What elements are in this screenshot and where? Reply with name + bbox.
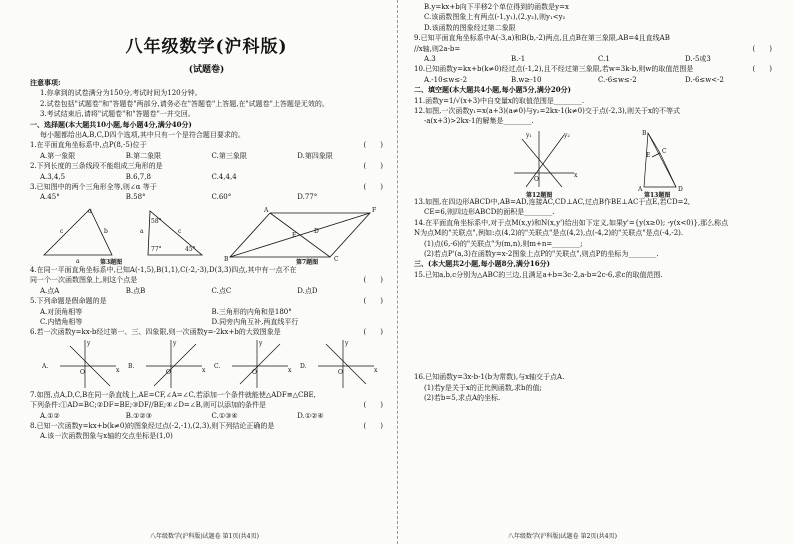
q7-option-b: B.①②③ xyxy=(125,411,152,420)
svg-text:y: y xyxy=(259,339,263,347)
q14-part-1: (1)点(6,-6)的"关联点"为(m,n),则m+n=________; xyxy=(424,239,583,248)
q9-option-a: A.3 xyxy=(424,55,436,64)
fig12-label-y1: y₁ xyxy=(526,131,532,139)
q9-option-d: D.-5或3 xyxy=(685,55,711,64)
q10-stem: 10.已知函数y=kx+b(k≠0)经过点(-1,2),且不经过第三象限,若w=3k-b,则w的取值范围是 ( ) xyxy=(414,65,772,74)
q13-stem-2: CE=6,则四边形ABCD的面积是________. xyxy=(424,208,555,217)
q1-option-a: A.第一象限 xyxy=(40,151,76,160)
right-footer: 八年级数学(沪科版)试题卷 第2页(共4页) xyxy=(508,533,617,540)
q7-options xyxy=(30,411,383,421)
left-footer: 八年级数学(沪科版)试题卷 第1页(共4页) xyxy=(150,533,259,540)
fig13-label-e: E xyxy=(646,151,651,159)
q11-stem: 11.函数y=1/√(x+3)中自变量x的取值范围是________. xyxy=(414,96,585,105)
notice-1: 1.你拿到的试卷满分为150分,考试时间为120分钟。 xyxy=(40,89,202,98)
q3-option-a: A.45° xyxy=(40,193,60,202)
q4-stem-2: 同一个一次函数图象上,则这个点是 ( ) xyxy=(30,276,383,285)
q2-option-c: C.4,4,4 xyxy=(211,172,237,181)
q9-stem-2: //x轴,则2a-b= ( ) xyxy=(414,44,772,53)
q3-stem: 3.已知图中的两个三角形全等,则∠α 等于 ( ) xyxy=(30,183,383,192)
q16-part-2: (2)若b=5,求点A的坐标. xyxy=(424,393,501,402)
q14-stem-2: N为点M的"关联点",例如:点(4,2)的"关联点"是点(4,2),点(-4,2)的"关联点"是点(-4,-2). xyxy=(414,229,684,238)
q6-graphs xyxy=(30,338,383,390)
svg-text:O: O xyxy=(166,368,171,376)
fig13-caption: 第13题图 xyxy=(644,191,671,199)
q13-stem: 13.如图,在四边形ABCD中,AB=AD,连接AC,CD⊥AC,过点B作BE⊥AC于点E,若CD=2, xyxy=(414,197,691,206)
q9-options xyxy=(414,54,772,64)
section-3-heading: 三、(本大题共2小题,每小题8分,满分16分) xyxy=(414,259,550,269)
section-2-heading: 二、填空题(本大题共4小题,每小题5分,满分20分) xyxy=(414,85,571,95)
q4-options xyxy=(30,286,383,296)
q16-stem: 16.已知函数y=3x-b-1(b为常数),与x轴交于点A. xyxy=(414,373,565,382)
q2-options xyxy=(30,172,383,182)
fig3-label-58: 58° xyxy=(151,217,162,225)
q5-options-row1 xyxy=(30,307,383,317)
q10-option-b: B.w≥-10 xyxy=(511,75,542,84)
q5-option-a: A.对顶角相等 xyxy=(40,307,83,316)
q1-option-d: D.第四象限 xyxy=(297,151,333,160)
fig3-label-77: 77° xyxy=(151,245,162,253)
q1-option-b: B.第二象限 xyxy=(125,151,162,160)
fig12-label-y2: y₂ xyxy=(564,131,570,139)
fig3-label-c2: c xyxy=(178,227,182,235)
section-1-heading: 一、选择题(本大题共10小题,每小题4分,满分40分) xyxy=(30,119,192,129)
right-page xyxy=(397,0,794,544)
q4-option-b: B.点B xyxy=(125,286,146,295)
q8-option-b: B.y=kx+b向下平移2个单位得到的函数是y=x xyxy=(424,3,569,11)
fig7-caption: 第7题图 xyxy=(296,258,319,266)
fig7-line-bd xyxy=(230,213,370,257)
q6-option-c: C. xyxy=(214,362,221,370)
svg-text:y: y xyxy=(345,339,349,347)
q1-stem: 1.在平面直角坐标系中,点P(8,-5)位于 ( ) xyxy=(30,141,383,150)
q4-stem: 4.在同一平面直角坐标系中,已知A(-1,5),B(1,1),C(-2,-3),D(3,3)四点,其中有一点不在 xyxy=(30,265,297,274)
q4-option-c: C.点C xyxy=(211,286,232,295)
fig3-label-b: b xyxy=(104,227,108,235)
q15-answer-space xyxy=(414,280,772,372)
figure-row-q3-q7 xyxy=(30,203,383,265)
exam-title: 八年级数学(沪科版) xyxy=(125,37,288,57)
svg-text:y: y xyxy=(173,339,177,347)
q7-stem-2: 下列条件:①AD=BC;②DF=BE;③DF//BE;④∠D=∠B,则可以添加的条件是 ( ) xyxy=(30,401,383,410)
fig3-caption: 第3题图 xyxy=(100,258,123,266)
svg-text:O: O xyxy=(338,368,343,376)
q15-stem: 15.已知a,b,c分别为△ABC的三边,且满足a+b=3c-2,a-b=2c-6,求c的取值范围. xyxy=(414,270,663,279)
fig13-label-d: D xyxy=(678,185,683,193)
q8-option-d: D.该函数的图象经过第二象限 xyxy=(424,23,516,32)
q8-option-a: A.该一次函数图象与x轴的交点坐标是(1,0) xyxy=(40,432,173,441)
q8-stem: 8.已知一次函数y=kx+b(k≠0)的图象经过点(-2,-1),(2,3),则下列结论正确的是 ( ) xyxy=(30,421,383,430)
q14-stem: 14.在平面直角坐标系中,对于点M(x,y)和N(x,y')给出如下定义,如果y'={y(x≥0); -y(x<0)},那么称点 xyxy=(414,218,729,227)
q9-option-c: C.1 xyxy=(598,55,610,64)
q2-option-b: B.6,7,8 xyxy=(125,172,151,181)
exam-subtitle: (试题卷) xyxy=(188,65,225,75)
q2-stem: 2.下列长度的三条线段不能组成三角形的是 ( ) xyxy=(30,162,383,171)
fig7-label-f: F xyxy=(372,206,377,214)
q2-option-a: A.3,4,5 xyxy=(40,172,66,181)
notice-3: 3.考试结束后,请将"试题卷"和"答题卷"一并交回。 xyxy=(40,110,195,119)
fig13-label-b: B xyxy=(642,129,647,137)
q6-option-b: B. xyxy=(128,362,135,370)
q9-stem: 9.已知平面直角坐标系中A(-3,a)和B(b,-2)两点,且点B在第三象限,AB=4且直线AB xyxy=(414,34,670,43)
q5-option-d: D.同旁内角互补,两直线平行 xyxy=(211,317,299,326)
q5-option-c: C.内错角相等 xyxy=(40,317,83,326)
q12-stem-2: -a(x+3)>2kx-1的解集是________. xyxy=(424,117,534,126)
q10-option-a: A.-10≤w≤-2 xyxy=(424,75,468,84)
q10-options xyxy=(414,75,772,85)
q1-options xyxy=(30,151,383,161)
fig12-label-x: x xyxy=(574,171,578,179)
notice-2: 2.试卷包括"试题卷"和"答题卷"两部分,请务必在"答题卷"上答题,在"试题卷"上答题是无效的。 xyxy=(40,99,329,108)
fig3-label-45: 45° xyxy=(185,245,196,253)
svg-text:O: O xyxy=(80,368,85,376)
q8-option-c: C.该函数图象上有两点(-1,y₁),(2,y₂),则y₁<y₂ xyxy=(424,13,566,22)
fig3-triangle-left xyxy=(44,209,112,255)
svg-text:y: y xyxy=(87,339,91,347)
q3-option-d: D.77° xyxy=(297,193,318,202)
svg-text:x: x xyxy=(374,366,378,374)
q3-option-b: B.58° xyxy=(125,193,146,202)
svg-text:x: x xyxy=(202,366,206,374)
q4-option-a: A.点A xyxy=(40,286,60,295)
svg-text:O: O xyxy=(252,368,257,376)
figures-svg xyxy=(30,203,383,265)
q5-options-row2 xyxy=(30,317,383,327)
fig7-label-e: E xyxy=(292,231,297,239)
q6-stem: 6.若一次函数y=kx-b经过第一、三、四象限,则一次函数y=-2kx+b的大致图象是 ( ) xyxy=(30,328,383,337)
q7-option-c: C.①③④ xyxy=(211,411,238,420)
q4-option-d: D.点D xyxy=(297,286,318,295)
q6-option-a: A. xyxy=(42,362,49,370)
fig7-label-b: B xyxy=(224,255,229,263)
q7-option-d: D.①②④ xyxy=(297,411,324,420)
q6-graphs-svg xyxy=(30,338,383,390)
q5-option-b: B.三角形的内角和是180° xyxy=(211,307,292,316)
fig7-label-d: D xyxy=(314,227,319,235)
fig3-label-a: a xyxy=(76,257,80,265)
q10-option-c: C.-6≤w≤-2 xyxy=(598,75,637,84)
fig12-caption: 第12题图 xyxy=(526,191,553,199)
q6-option-d: D. xyxy=(300,362,307,370)
q5-stem: 5.下列命题是假命题的是 ( ) xyxy=(30,297,383,306)
fig13-label-c: C xyxy=(662,147,667,155)
q12-stem: 12.如图,一次函数y₁=x(a+3)(a≠0)与y₂=2kx-1(k≠0)交于点(-2,3),则关于x的不等式 xyxy=(414,107,680,116)
fig12-label-o: O xyxy=(534,175,539,183)
figure-row-q12-q13 xyxy=(414,127,772,197)
fig3-label-a2: a xyxy=(140,227,144,235)
q16-part-1: (1)若y是关于x的正比例函数,求b的值; xyxy=(424,383,542,392)
q14-part-2: (2)若点P'(a,3)在函数y=x-2图象上点P的"关联点",则点P的坐标为________. xyxy=(424,249,659,258)
figures-right-svg xyxy=(414,127,773,197)
fig3-label-c: c xyxy=(60,227,64,235)
q3-option-c: C.60° xyxy=(211,193,232,202)
fig7-label-c: C xyxy=(334,255,339,263)
fig3-label-alpha: α xyxy=(88,207,93,215)
section-1-desc: 每小题都给出A,B,C,D四个选项,其中只有一个是符合题目要求的。 xyxy=(40,131,245,140)
fig7-label-a: A xyxy=(264,206,269,214)
notice-heading: 注意事项: xyxy=(30,78,61,87)
svg-text:x: x xyxy=(116,366,120,374)
q1-option-c: C.第三象限 xyxy=(211,151,247,160)
q3-options xyxy=(30,192,383,202)
q9-option-b: B.-1 xyxy=(511,55,526,64)
fig13-quadrilateral xyxy=(644,133,676,187)
svg-text:x: x xyxy=(288,366,292,374)
fig13-label-a: A xyxy=(638,185,643,193)
q10-option-d: D.-6≤w<-2 xyxy=(685,75,724,84)
q7-option-a: A.①② xyxy=(40,411,60,420)
q7-stem: 7.如图,点A,D,C,B在同一条直线上,AE=CF,∠A=∠C,若添加一个条件就能使△ADF≌△CBE, xyxy=(30,390,316,399)
